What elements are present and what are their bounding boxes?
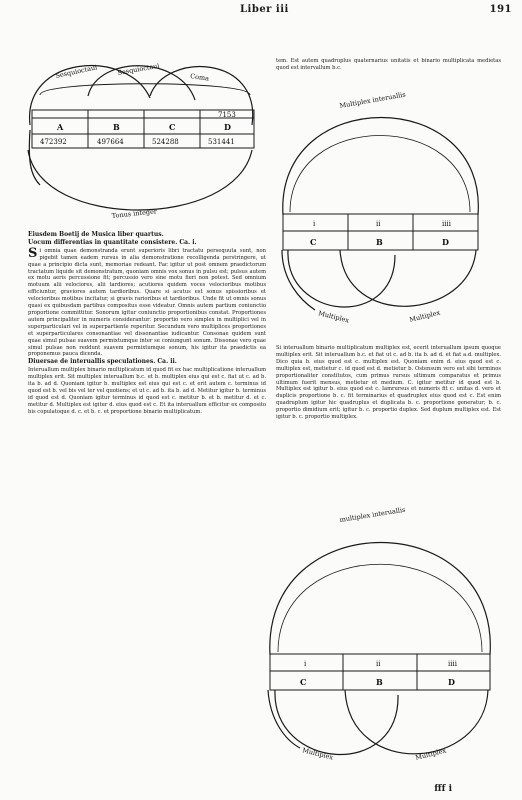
fig1-arc-label-3: Coma: [189, 72, 210, 83]
right-top-text: [276, 58, 501, 73]
fig1-number-1: 472392: [40, 138, 67, 146]
fig1-arc-label-2: Sesquioctaui: [116, 61, 161, 77]
section-heading: Eiusdem Boetij de Musica liber quartus.: [28, 231, 164, 238]
fig3-letter-c: C: [300, 677, 307, 687]
fig1-number-2: 497664: [97, 138, 124, 146]
fig3-roman-3: iiii: [448, 660, 457, 668]
fig2-lower-label-2: Multiplex: [408, 308, 441, 324]
fig1-number-4: 531441: [208, 138, 235, 146]
fig2-letter-b: B: [376, 237, 383, 247]
running-head: Liber iii: [240, 4, 289, 15]
fig3-roman-2: ii: [376, 660, 381, 668]
fig2-arc-upper: [283, 118, 479, 216]
fig2-arc-right: [340, 250, 476, 306]
fig1-arc-lower: [28, 150, 252, 210]
fig3-arc-left: [275, 690, 398, 755]
fig3-lower-label-2: Multiplex: [414, 746, 447, 762]
left-text-column: [28, 232, 266, 417]
fig2-letter-d: D: [442, 237, 449, 247]
drop-capital: S: [28, 245, 38, 261]
fig1-arc-label-1: Sesquioctaui: [54, 63, 98, 80]
fig1-lower-label: Tonus integer: [111, 207, 158, 220]
fig2-arc-label: Multiplex interuallis: [338, 90, 407, 110]
chapter-3-text: Si interuallum binario multiplicatum multiplex est, ecerit interuallum ipsum quoque multiplex erit. Sit interuallum b.c. et fiat ut c. ad b. ita b. ad d. et fiat a.d. multiplex. Dico quia b. eius quod est c. multiplex est. Quoniam enim d. eius quod est c. multiplex est, metietur c. id quod est d. metietur b. Ostensum vero est sibi terminos proportionaliter constitutos, cum primus rursus ultimum comparatus et primus ultimum fuerit mensus, metietur et medium. C. igitur metitur id quod est b. Multiplex est igitur b. eius quod est c. Iamrursus et numeris fit c. unitas d. vero et duplicis proportione b. c. fit terminarius et quadruplex eius quod est c. Est enim quadruplum igitur hic quadruplus et duplicata b. c. proportione generatur; b. c. proportio dimidium erit; igitur b. c. proportio duplex. Sed duplum multiplex est. Est igitur b. c. proportio multiplex.: [276, 345, 501, 421]
right-text-column: [276, 345, 501, 422]
chapter-1-title: Uocum differentias in quantitate consistere. Ca. i.: [28, 238, 197, 246]
fig1-letter-b: B: [113, 122, 120, 132]
fig3-roman-1: i: [304, 660, 307, 668]
chapter-1-text: i omnia quae demonstranda erunt superioris libri tractatu persequuta sunt, non pigebit tamen eadem rursus in alia demonstratione recolligenda perstringere, ut quae a principio dicta sunt, memoriae redeant. Fac igitur ut post omnem praedictorum tractatum liquide sit demonstratum, quoniam omnis vox sonus in pulsu est; pulsus autem ex motu aeris percussione fit; percussio vero sine motu fieri non potest. Sed omnium motuum alii velociores, alii tardiores; acutiores quidem voces velocioribus motibus efficiuntur, graviores autem tardioribus. Quare si acutus est sonus spissioribus et velocioribus motibus incitatur, si gravis rarioribus et tardioribus. Unde fit ut omnis sonus quasi ex quibusdam partibus compositus esse videatur. Omnis autem partium coniunctio proportione committitur. Sonorum igitur coniunctio proportionibus constat. Proportiones autem principaliter in numeris considerantur: proportio vero simplex in multiplici vel in superparticulari vel in superpartiente reperitur. Secundum vero multiplices proportiones et superparticulares consonantiae vel dissonantiae iudicantur. Consonae quidem sunt quae simul pulsae suavem permixtumque inter se coniungunt sonum. Dissonae vero quae simul pulsae non reddunt suavem permixtumque sonum, his igitur ita praedictis ea proponemus pauca dicenda.: [28, 247, 266, 358]
fig2-roman-3: iiii: [442, 220, 451, 228]
chapter-1-paragraph: [28, 245, 266, 359]
fig1-value-top-4: 7153: [218, 111, 236, 119]
chapter-2-text: Interuallum multiplex binario multiplicatum id quod fit ex hac multiplicatione interuallum multiplex erit. Sit multiplex interuallum b.c. et b. multiplex eius qui est c. fiat ut c. ad b. ita b. ad d. Quoniam igitur b. multiplex est eius qui est c. et erit autem c. terminus id quod est b. vel bis vel ter vel quotiens; et ut c. ad b. ita b. ad d. Metitur igitur b. terminus id quod est d. Quoniam igitur terminus id quod est c. metitur b. et b. metitur d. et c. metitur d. Multiplex est igitur d. eius quod est c. Et ita interuallum efficitur ex composito bis copulatoque d. c. et b. c. et proportione binario multiplicatum.: [28, 367, 266, 415]
fig1-letter-a: A: [57, 122, 64, 132]
fig3-lower-label-1: Multiplex: [301, 746, 334, 762]
fig1-letter-d: D: [224, 122, 231, 132]
fig3-arc-right: [345, 690, 488, 754]
fig2-top-text: tem. Est autem quadruplus quaternarius unitatis et binario multiplicata medietas quod est intervallum b.c.: [276, 58, 501, 71]
chapter-2-title: Diuersae de interuallis speculationes. Ca. ii.: [28, 358, 177, 366]
fig3-letter-b: B: [376, 677, 383, 687]
fig2-roman-1: i: [313, 220, 316, 228]
fig1-number-3: 524288: [152, 138, 179, 146]
fig3-arc-upper: [270, 543, 491, 656]
signature-mark: fff i: [434, 784, 452, 794]
fig1-letter-c: C: [169, 122, 176, 132]
fig3-arc-label: multiplex interuallis: [339, 505, 406, 524]
folio-number: 191: [489, 4, 512, 15]
fig2-lower-label-1: Multiplex: [317, 309, 350, 325]
fig2-letter-c: C: [310, 237, 317, 247]
fig2-roman-2: ii: [376, 220, 381, 228]
fig3-letter-d: D: [448, 677, 455, 687]
